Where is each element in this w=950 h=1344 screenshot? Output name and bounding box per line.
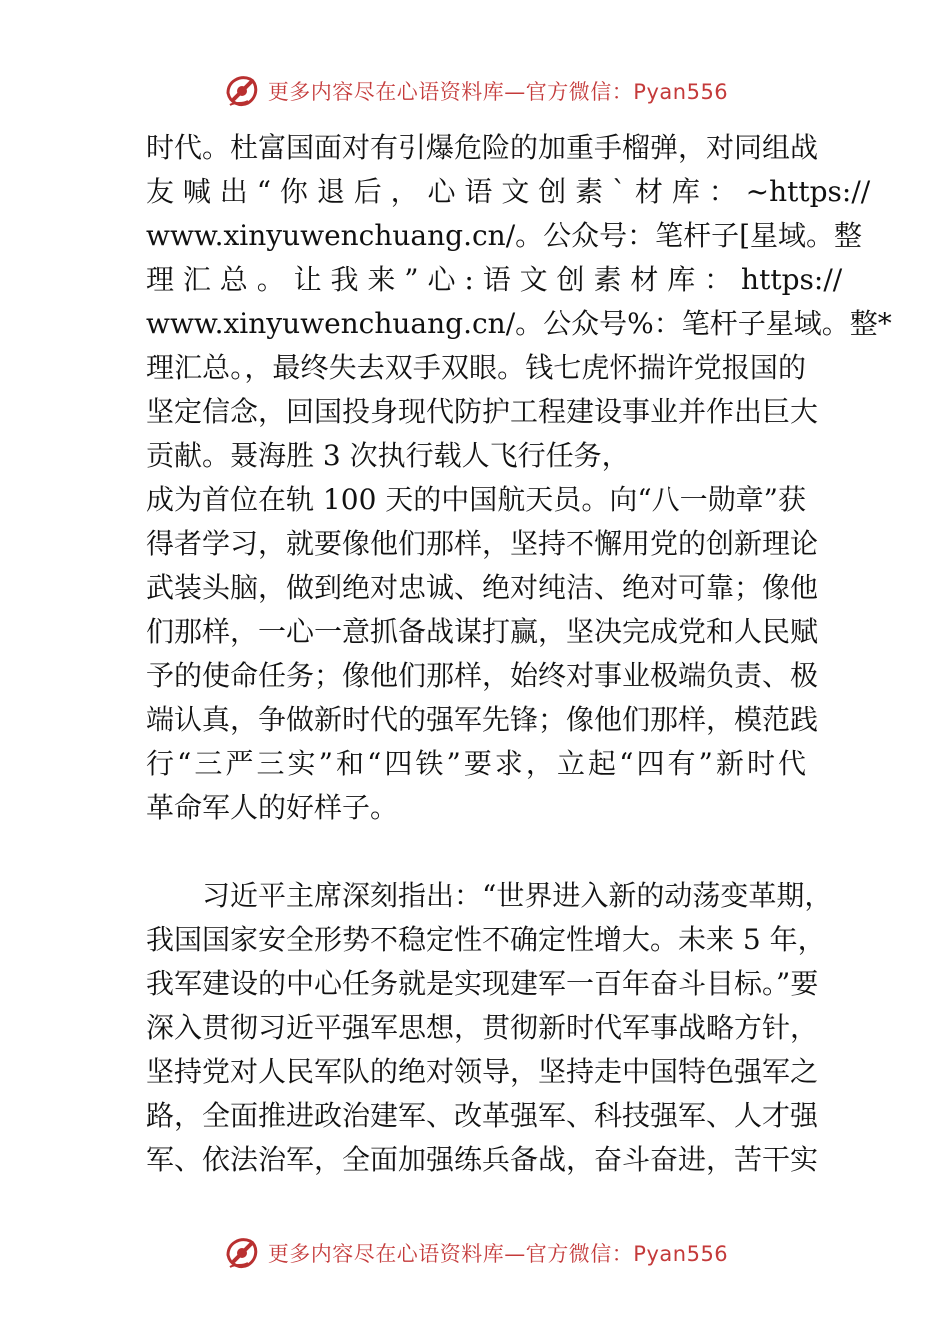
footer-watermark-banner <box>0 1228 950 1278</box>
paragraph <box>146 126 892 830</box>
banner-text: 更多内容尽在心语资料库—官方微信：Pyan556 <box>267 80 729 104</box>
text-line: 我国国家安全形势不稳定性不确定性增大。未来 5 年， <box>146 923 826 956</box>
text-line: 习近平主席深刻指出：“世界进入新的动荡变革期， <box>202 879 833 912</box>
text-line: 深入贯彻习近平强军思想，贯彻新时代军事战略方针， <box>146 1011 819 1044</box>
text-line: 革命军人的好样子。 <box>146 791 399 824</box>
text-line: 端认真，争做新时代的强军先锋；像他们那样，模范践 <box>146 703 819 736</box>
text-line: 军、依法治军，全面加强练兵备战，奋斗奋进，苦干实 <box>146 1143 819 1176</box>
text-line: 成为首位在轨 100 天的中国航天员。向“八一勋章”获 <box>146 483 806 516</box>
brush-seal-logo-icon <box>222 71 262 111</box>
text-line: www.xinyuwenchuang.cn/。公众号：笔杆子[星域。整 <box>146 219 863 252</box>
paragraph-gap <box>146 830 806 874</box>
document-body <box>146 126 892 1182</box>
text-line: 路，全面推进政治建军、改革强军、科技强军、人才强 <box>146 1099 819 1132</box>
text-line: www.xinyuwenchuang.cn/。公众号%：笔杆子星域。整* <box>146 307 892 340</box>
header-watermark-banner <box>0 66 950 116</box>
text-line: 友 喊 出 “ 你 退 后 ， 心 语 文 创 素 ` 材 库 ： ~https:// <box>146 175 871 208</box>
text-line: 时代。杜富国面对有引爆危险的加重手榴弹，对同组战 <box>146 131 819 164</box>
text-line: 行“三严三实”和“四铁”要求，立起“四有”新时代 <box>146 747 806 780</box>
text-line: 坚定信念，回国投身现代防护工程建设事业并作出巨大 <box>146 395 819 428</box>
text-line: 们那样，一心一意抓备战谋打赢，坚决完成党和人民赋 <box>146 615 819 648</box>
text-line: 贡献。聂海胜 3 次执行载人飞行任务， <box>146 439 630 472</box>
paragraph <box>146 874 833 1182</box>
text-line: 理 汇 总 。 让 我 来 ” 心 : 语 文 创 素 材 库 ： https:// <box>146 263 843 296</box>
text-line: 武装头脑，做到绝对忠诚、绝对纯洁、绝对可靠；像他 <box>146 571 819 604</box>
brush-seal-logo-icon <box>222 1233 262 1273</box>
banner-text: 更多内容尽在心语资料库—官方微信：Pyan556 <box>267 1242 729 1266</box>
text-line: 予的使命任务；像他们那样，始终对事业极端负责、极 <box>146 659 819 692</box>
text-line: 理汇总。，最终失去双手双眼。钱七虎怀揣许党报国的 <box>146 351 806 384</box>
text-line: 得者学习，就要像他们那样，坚持不懈用党的创新理论 <box>146 527 819 560</box>
text-line: 我军建设的中心任务就是实现建军一百年奋斗目标。”要 <box>146 967 819 1000</box>
text-line: 坚持党对人民军队的绝对领导，坚持走中国特色强军之 <box>146 1055 819 1088</box>
